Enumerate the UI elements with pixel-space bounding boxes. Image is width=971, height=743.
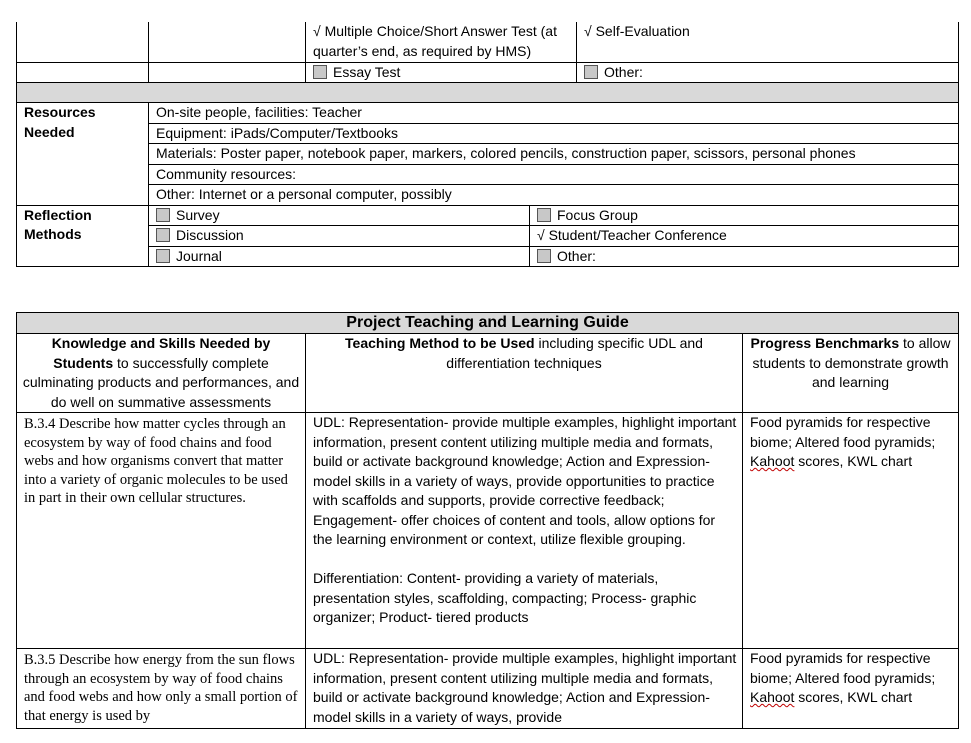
teaching-method-b34 <box>306 413 743 649</box>
resources-onsite: On-site people, facilities: Teacher <box>149 103 959 124</box>
udl-text: UDL: Representation- provide multiple examples, highlight important information, present content utilizing multiple media and formats, build or activate background knowledge; Action and Expression- model skills in a variety of ways, provide opportunities to practice with scaffolds and supports, provide corrective feedback; Engagement- offer choices of content and tools, allow options for the learning environment or context, utilize flexible grouping. <box>313 414 737 547</box>
reflection-focus-group: Focus Group <box>530 205 959 226</box>
focus-group-checkbox[interactable] <box>537 208 551 222</box>
assessment-empty-cell <box>149 22 306 62</box>
self-evaluation-option: √ Self-Evaluation <box>577 22 959 62</box>
essay-test-option: Essay Test <box>306 62 577 83</box>
assessment-resources-table <box>16 22 959 267</box>
header-teaching-method: Teaching Method to be Used including specific UDL and differentiation techniques <box>306 334 743 413</box>
resources-other: Other: Internet or a personal computer, possibly <box>149 185 959 206</box>
reflection-journal: Journal <box>149 246 530 267</box>
guide-title: Project Teaching and Learning Guide <box>17 313 959 334</box>
reflection-other: Other: <box>530 246 959 267</box>
assessment-other-checkbox[interactable] <box>584 65 598 79</box>
essay-test-checkbox[interactable] <box>313 65 327 79</box>
header-knowledge-skills: Knowledge and Skills Needed by Students to successfully complete culminating products and performances, and do well on summative assessments <box>17 334 306 413</box>
assessment-label-cell-2 <box>17 62 149 83</box>
assessment-empty-cell-2 <box>149 62 306 83</box>
standard-b35: B.3.5 Describe how energy from the sun flows through an ecosystem by way of food chains and food webs and how only a small portion of that energy is used by <box>17 649 306 729</box>
reflection-label: Reflection Methods <box>17 205 149 267</box>
benchmarks-b34: Food pyramids for respective biome; Altered food pyramids; Kahoot scores, KWL chart <box>743 413 959 649</box>
teaching-learning-guide-table <box>16 312 959 729</box>
assessment-label-cell <box>17 22 149 62</box>
resources-community: Community resources: <box>149 164 959 185</box>
standard-b34: B.3.4 Describe how matter cycles through an ecosystem by way of food chains and food webs and how organisms convert that matter into a variety of organic molecules to be used in part in their own cellular structures. <box>17 413 306 649</box>
discussion-checkbox[interactable] <box>156 228 170 242</box>
resources-equipment: Equipment: iPads/Computer/Textbooks <box>149 123 959 144</box>
survey-checkbox[interactable] <box>156 208 170 222</box>
header-progress-benchmarks: Progress Benchmarks to allow students to demonstrate growth and learning <box>743 334 959 413</box>
benchmarks-b35: Food pyramids for respective biome; Altered food pyramids; Kahoot scores, KWL chart <box>743 649 959 729</box>
differentiation-text: Differentiation: Content- providing a variety of materials, presentation styles, scaffolding, compacting; Process- graphic organizer; Product- tiered products <box>313 570 697 625</box>
reflection-other-checkbox[interactable] <box>537 249 551 263</box>
reflection-discussion: Discussion <box>149 226 530 247</box>
teaching-method-b35: UDL: Representation- provide multiple examples, highlight important information, present content utilizing multiple media and formats, build or activate background knowledge; Action and Expression- model skills in a variety of ways, provide <box>306 649 743 729</box>
mc-test-option: √ Multiple Choice/Short Answer Test (at quarter’s end, as required by HMS) <box>306 22 577 62</box>
resources-label: Resources Needed <box>17 103 149 206</box>
reflection-conference: √ Student/Teacher Conference <box>530 226 959 247</box>
assessment-other-option: Other: <box>577 62 959 83</box>
kahoot-word: Kahoot <box>750 453 795 469</box>
resources-materials: Materials: Poster paper, notebook paper, markers, colored pencils, construction paper, scissors, personal phones <box>149 144 959 165</box>
journal-checkbox[interactable] <box>156 249 170 263</box>
gray-separator-row <box>17 83 959 103</box>
reflection-survey: Survey <box>149 205 530 226</box>
kahoot-word: Kahoot <box>750 689 795 705</box>
